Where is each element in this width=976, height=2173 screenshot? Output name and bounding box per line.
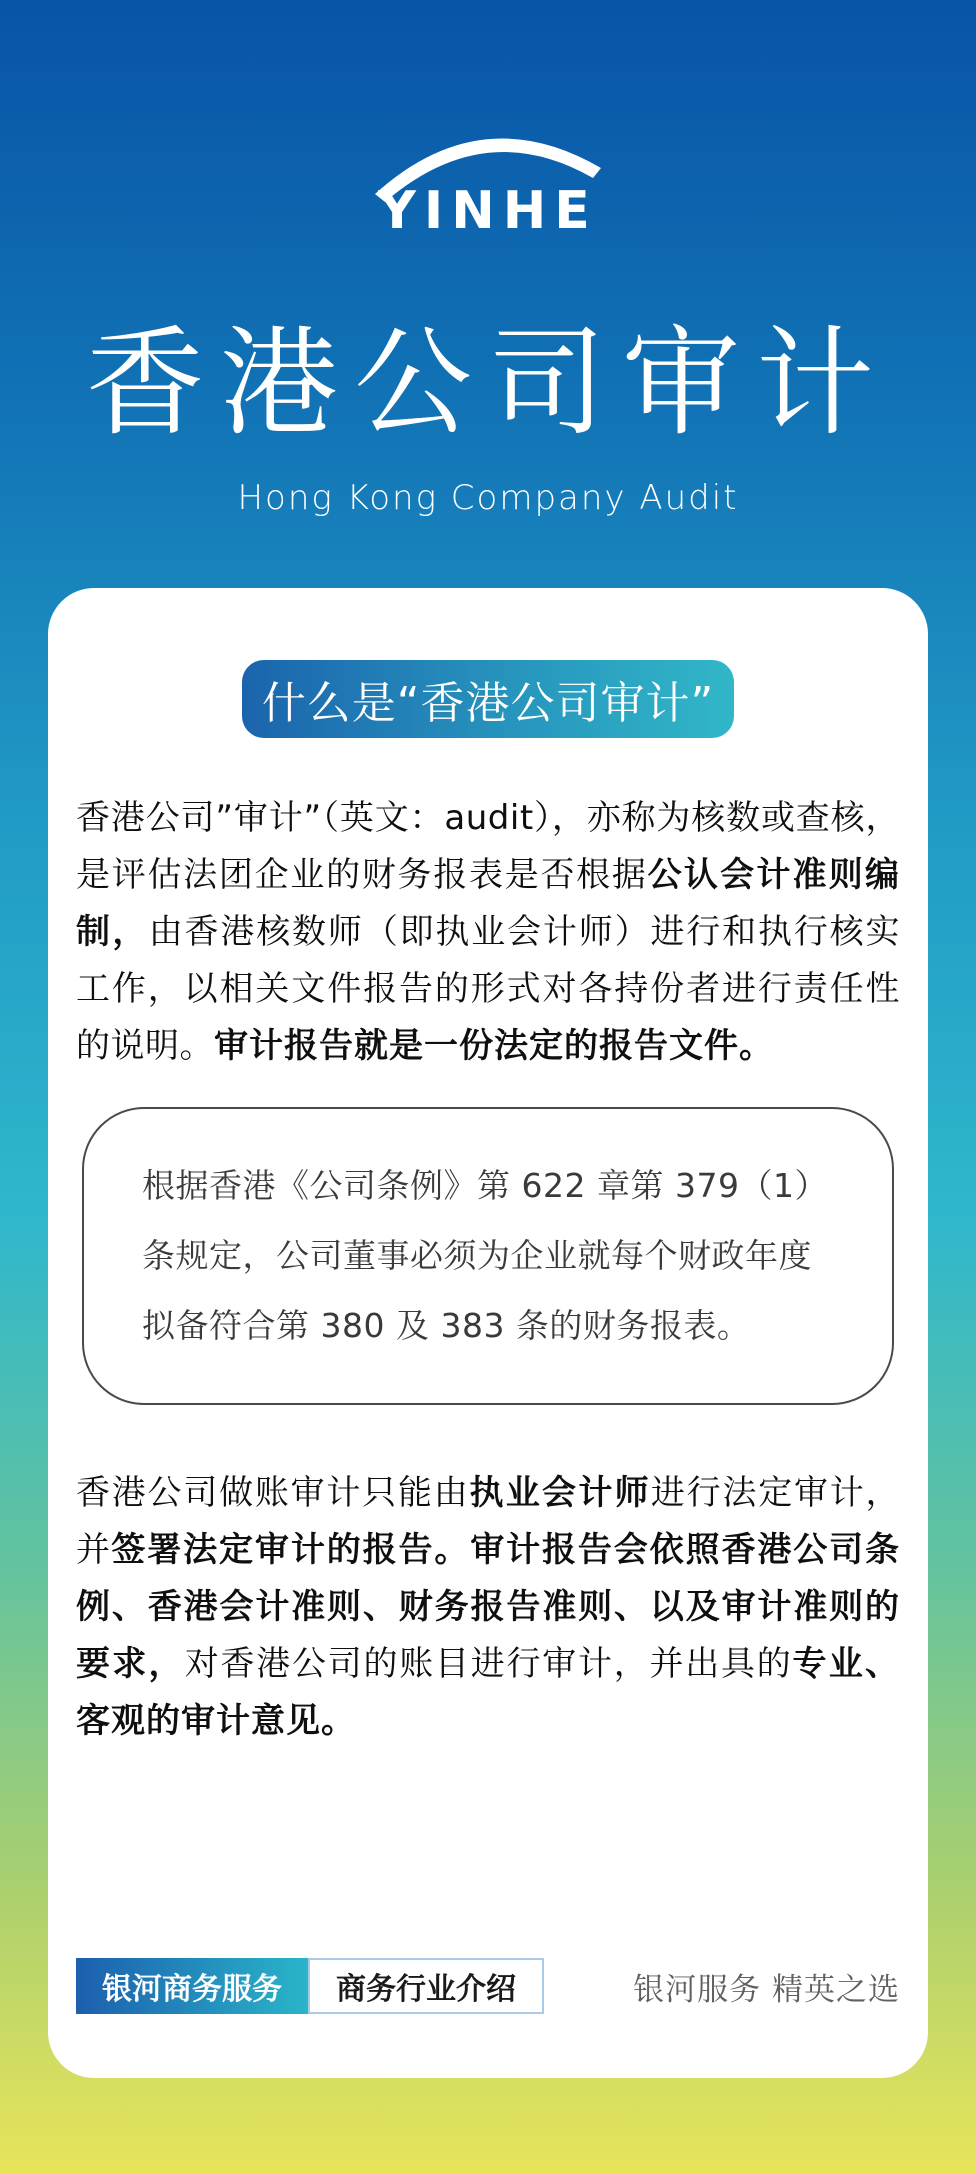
regulation-note-box: 根据香港《公司条例》第 622 章第 379（1）条规定，公司董事必须为企业就每个财政年度拟备符合第 380 及 383 条的财务报表。 — [82, 1107, 894, 1405]
brand-logo — [0, 0, 976, 236]
tag-company-name: 银河商务服务 — [76, 1958, 308, 2014]
card-footer — [76, 1958, 900, 2014]
footer-slogan: 银河服务 精英之选 — [633, 1971, 900, 2008]
logo-text: YINHE — [378, 181, 598, 236]
page-subtitle: Hong Kong Company Audit — [237, 478, 739, 518]
body-paragraph: 香港公司做账审计只能由执业会计师进行法定审计，并签署法定审计的报告。审计报告会依照香港公司条例、香港会计准则、财务报告准则、以及审计准则的要求，对香港公司的账目进行审计，并出具的专业、客观的审计意见。 — [76, 1473, 901, 1741]
intro-paragraph: 香港公司”审计”（英文：audit），亦称为核数或查核，是评估法团企业的财务报表是否根据公认会计准则编制，由香港核数师（即执业会计师）进行和执行核实工作，以相关文件报告的形式对各持份者进行责任性的说明。审计报告就是一份法定的报告文件。 — [76, 798, 901, 1066]
section-badge: 什么是“香港公司审计” — [242, 660, 734, 738]
tag-category: 商务行业介绍 — [308, 1958, 544, 2014]
page-title: 香港公司审计 — [85, 314, 890, 452]
arc-swoosh-icon — [353, 128, 623, 236]
content-card — [48, 588, 928, 2078]
